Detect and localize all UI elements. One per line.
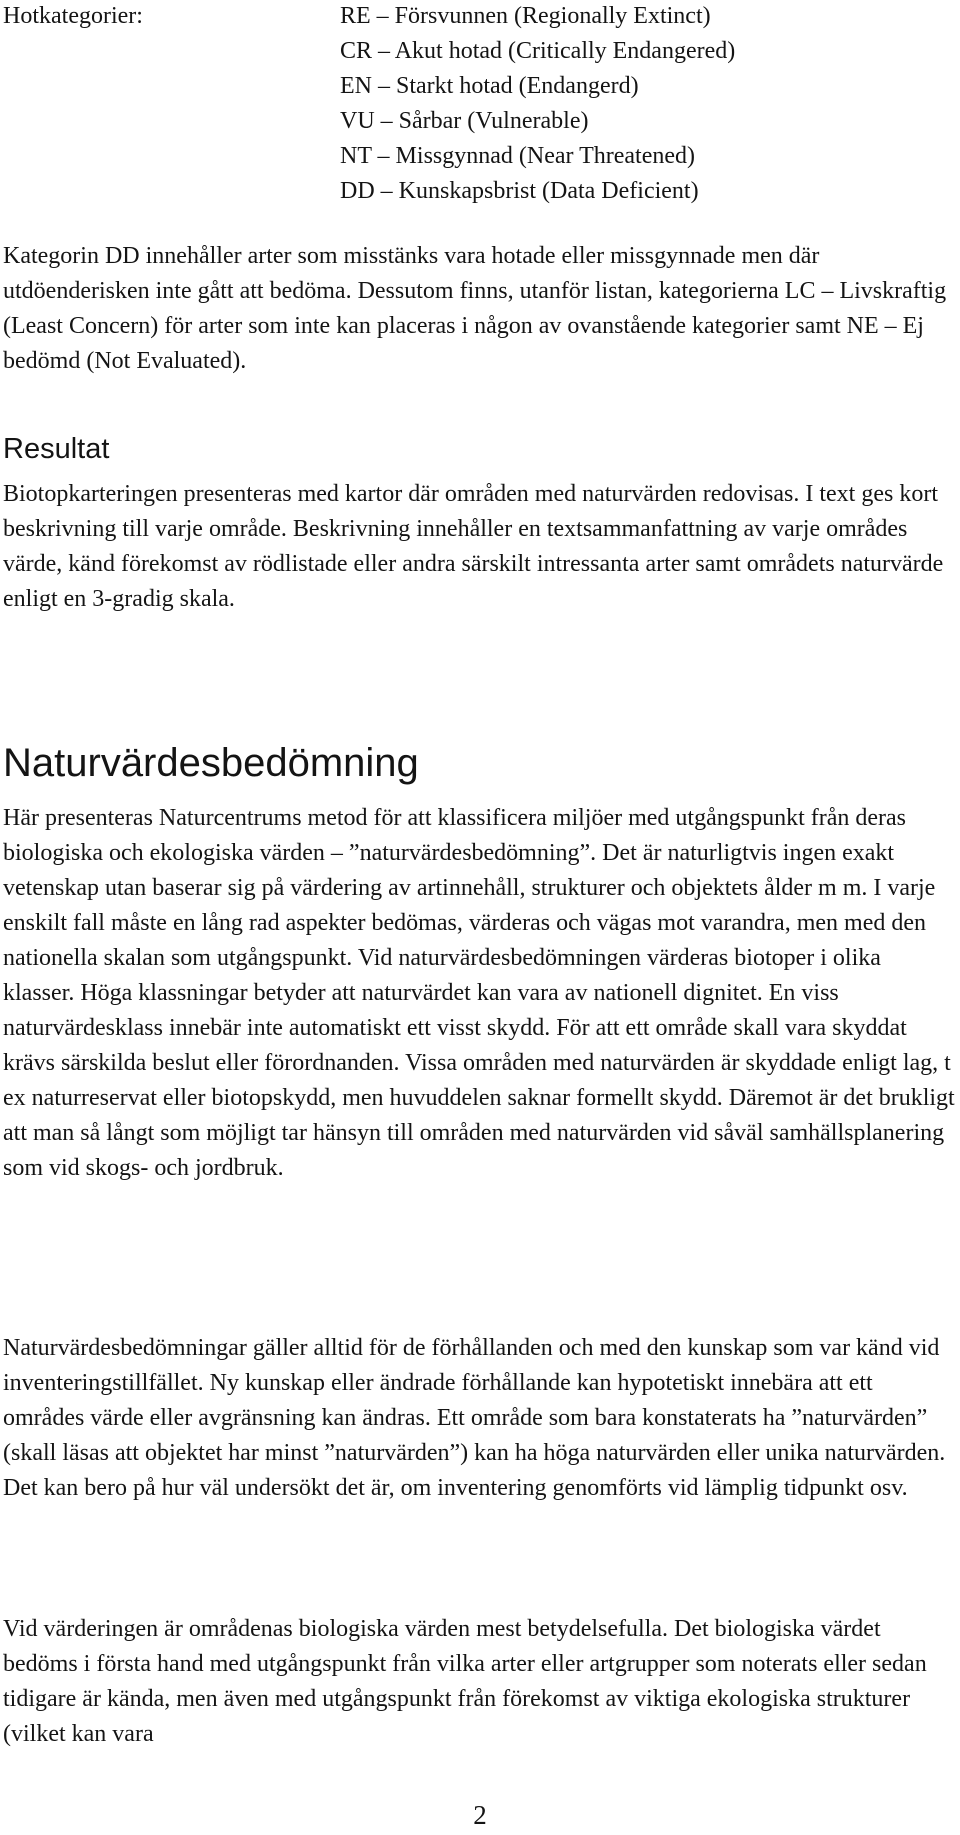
body-paragraph-1: Här presenteras Naturcentrums metod för att klassificera miljöer med utgångspunkt från deras biologiska och ekologiska värden – ”naturvärdesbedömning”. Det är naturligtvis ingen exakt vetenskap utan baserar sig på värdering av artinnehåll, strukturer och objektets ålder m m. I varje enskilt fall måste en lång rad aspekter bedömas, värderas och vägas mot varandra, men med den nationella skalan som utgångspunkt. Vid naturvärdesbedömningen värderas biotoper i olika klasser. Höga klassningar betyder att naturvärdet kan vara av nationell dignitet. En viss naturvärdesklass innebär inte automatiskt ett visst skydd. För att ett område skall vara skyddat krävs särskilda beslut eller förordnanden. Vissa områden med naturvärden är skyddade enligt lag, t ex naturreservat eller biotopskydd, men huvuddelen saknar formellt skydd. Däremot är det brukligt att man så långt som möjligt tar hänsyn till områden med naturvärden vid såväl samhällsplanering som vid skogs- och jordbruk. — [3, 805, 955, 1181]
category-note-paragraph: Kategorin DD innehåller arter som misstänks vara hotade eller missgynnade men där utdöenderisken inte gått att bedöma. Dessutom finns, utanför listan, kategorierna LC – Livskraftig (Least Concern) för arter som inte kan placeras i någon av ovanstående kategorier samt NE – Ej bedömd (Not Evaluated). — [3, 243, 947, 374]
list-item: EN – Starkt hotad (Endangerd) — [340, 73, 639, 99]
list-item: CR – Akut hotad (Critically Endangered) — [340, 38, 736, 64]
list-item: VU – Sårbar (Vulnerable) — [340, 108, 589, 134]
list-item: RE – Försvunnen (Regionally Extinct) — [340, 3, 711, 29]
threat-categories-list — [340, 0, 735, 209]
list-item: DD – Kunskapsbrist (Data Deficient) — [340, 178, 699, 204]
resultat-heading: Resultat — [3, 433, 110, 465]
naturvardesbedomning-heading: Naturvärdesbedömning — [3, 741, 419, 785]
page-number: 2 — [473, 1800, 487, 1830]
threat-categories-label: Hotkategorier: — [3, 3, 143, 29]
list-item: NT – Missgynnad (Near Threatened) — [340, 143, 696, 169]
resultat-paragraph: Biotopkarteringen presenteras med kartor där områden med naturvärden redovisas. I text ges kort beskrivning till varje område. Beskrivning innehåller en textsammanfattning av varje områdes värde, känd förekomst av rödlistade eller andra särskilt intressanta arter samt områdets naturvärde enligt en 3-gradig skala. — [3, 481, 944, 612]
body-paragraph-2: Naturvärdesbedömningar gäller alltid för de förhållanden och med den kunskap som var känd vid inventeringstillfället. Ny kunskap eller ändrade förhållande kan hypotetiskt innebära att ett områdes värde eller avgränsning kan ändras. Ett område som bara konstaterats ha ”naturvärden” (skall läsas att objektet har minst ”naturvärden”) kan ha höga naturvärden eller unika naturvärden. Det kan bero på hur väl undersökt det är, om inventering genomförts vid lämplig tidpunkt osv. — [3, 1335, 946, 1501]
body-paragraph-3: Vid värderingen är områdenas biologiska värden mest betydelsefulla. Det biologiska värdet bedöms i första hand med utgångspunkt från vilka arter eller artgrupper som noterats eller sedan tidigare är kända, men även med utgångspunkt från förekomst av viktiga ekologiska strukturer (vilket kan vara — [3, 1616, 927, 1747]
